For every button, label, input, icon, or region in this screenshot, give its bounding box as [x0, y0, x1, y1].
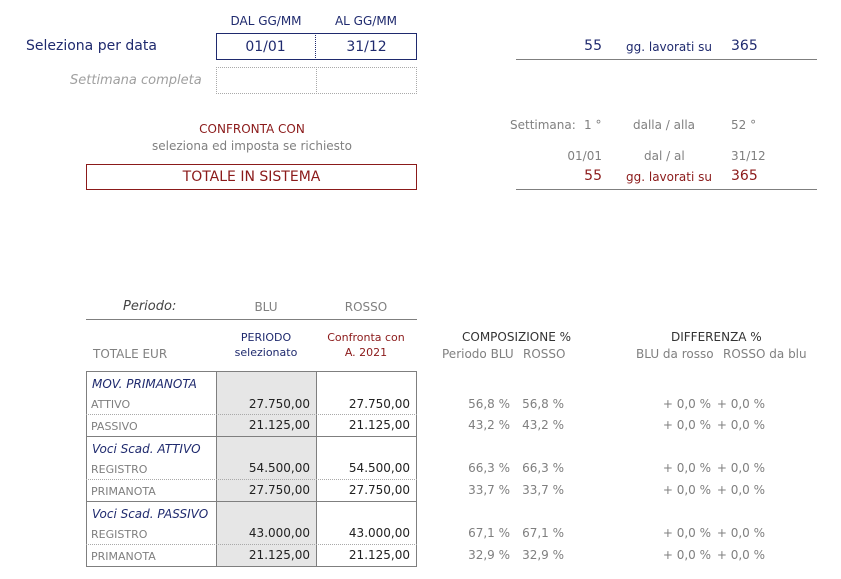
rosso-header: ROSSO: [523, 347, 566, 361]
blu-value: 27.750,00: [248, 397, 310, 411]
group-divider: [86, 436, 417, 437]
col-divider-1: [216, 371, 217, 567]
rosso-value: 27.750,00: [348, 483, 410, 497]
summary-bottom-divider: [516, 189, 817, 190]
col-compare-line2: A. 2021: [344, 346, 388, 359]
comp-blu: 33,7 %: [468, 483, 510, 497]
blu-value: 27.750,00: [248, 483, 310, 497]
period-divider: [86, 319, 417, 320]
row-label: PASSIVO: [91, 420, 138, 433]
blu-value: 21.125,00: [248, 548, 310, 562]
blu-value: 54.500,00: [248, 461, 310, 475]
rosso-value: 27.750,00: [348, 397, 410, 411]
date-from: 01/01: [567, 149, 602, 163]
comp-rosso: 33,7 %: [522, 483, 564, 497]
row-divider: [86, 414, 417, 415]
rosso-value: 54.500,00: [348, 461, 410, 475]
diff-rosso: + 0,0 %: [716, 483, 765, 497]
select-by-date-label: Seleziona per data: [26, 38, 157, 54]
al-header: AL GG/MM: [334, 14, 398, 28]
week-from: 1 °: [584, 118, 602, 132]
compare-subtitle: seleziona ed imposta se richiesto: [152, 139, 352, 153]
comp-rosso: 67,1 %: [522, 526, 564, 540]
diff-blu: + 0,0 %: [662, 461, 711, 475]
rosso-from-blu-header: ROSSO da blu: [723, 347, 807, 361]
composition-header: COMPOSIZIONE %: [462, 330, 571, 344]
col-period-line2: selezionato: [234, 346, 298, 359]
blu-value: 43.000,00: [248, 526, 310, 540]
row-label: PRIMANOTA: [91, 485, 156, 498]
diff-blu: + 0,0 %: [662, 397, 711, 411]
period-label: Periodo:: [123, 299, 177, 314]
compare-select[interactable]: TOTALE IN SISTEMA: [86, 164, 417, 190]
dal-input[interactable]: 01/01: [216, 33, 316, 60]
diff-blu: + 0,0 %: [662, 526, 711, 540]
diff-blu: + 0,0 %: [662, 483, 711, 497]
comp-blu: 56,8 %: [468, 397, 510, 411]
comp-blu: 32,9 %: [468, 548, 510, 562]
comp-rosso: 66,3 %: [522, 461, 564, 475]
diff-rosso: + 0,0 %: [716, 418, 765, 432]
al-input[interactable]: 31/12: [346, 38, 387, 55]
rosso-value: 21.125,00: [348, 548, 410, 562]
diff-blu: + 0,0 %: [662, 548, 711, 562]
full-week-label: Settimana completa: [70, 73, 202, 88]
rosso-label: ROSSO: [344, 300, 388, 314]
period-blu-header: Periodo BLU: [442, 347, 514, 361]
comp-blu: 43,2 %: [468, 418, 510, 432]
group-title-scad-passivo: Voci Scad. PASSIVO: [92, 507, 209, 521]
week-to-input[interactable]: [316, 67, 417, 94]
week-to: 52 °: [731, 118, 757, 132]
rosso-value: 43.000,00: [348, 526, 410, 540]
group-title-scad-attivo: Voci Scad. ATTIVO: [92, 442, 201, 456]
row-label: PRIMANOTA: [91, 550, 156, 563]
worked-days-label: gg. lavorati su: [626, 40, 712, 54]
diff-rosso: + 0,0 %: [716, 397, 765, 411]
col-period-line1: PERIODO: [240, 331, 292, 344]
group-title-primanota: MOV. PRIMANOTA: [92, 377, 197, 391]
comp-rosso: 32,9 %: [522, 548, 564, 562]
week-label: Settimana:: [510, 118, 576, 132]
row-label: REGISTRO: [91, 528, 148, 541]
compare-title: CONFRONTA CON: [199, 122, 305, 136]
date-to: 31/12: [731, 149, 766, 163]
row-label: ATTIVO: [91, 398, 131, 411]
blu-label: BLU: [254, 300, 278, 314]
blu-from-rosso-header: BLU da rosso: [636, 347, 714, 361]
worked-days-count: 55: [584, 38, 602, 54]
total-days: 365: [731, 38, 758, 54]
comp-rosso: 56,8 %: [522, 397, 564, 411]
comp-blu: 66,3 %: [468, 461, 510, 475]
difference-header: DIFFERENZA %: [671, 330, 762, 344]
blu-value: 21.125,00: [248, 418, 310, 432]
row-divider: [86, 479, 417, 480]
col-divider-2: [316, 371, 317, 567]
week-mid: dalla / alla: [633, 118, 696, 132]
summary-top-divider: [516, 59, 817, 60]
comp-rosso: 43,2 %: [522, 418, 564, 432]
col-compare-line1: Confronta con: [327, 331, 405, 344]
diff-blu: + 0,0 %: [662, 418, 711, 432]
diff-rosso: + 0,0 %: [716, 461, 765, 475]
row-divider: [86, 544, 417, 545]
diff-rosso: + 0,0 %: [716, 526, 765, 540]
dal-header: DAL GG/MM: [230, 14, 302, 28]
rosso-value: 21.125,00: [348, 418, 410, 432]
group-divider: [86, 501, 417, 502]
date-mid: dal / al: [644, 149, 685, 163]
row-label: REGISTRO: [91, 463, 148, 476]
compare-worked-days-label: gg. lavorati su: [626, 170, 712, 184]
comp-blu: 67,1 %: [468, 526, 510, 540]
compare-total-days: 365: [731, 168, 758, 184]
diff-rosso: + 0,0 %: [716, 548, 765, 562]
compare-worked-days-count: 55: [584, 168, 602, 184]
week-from-input[interactable]: [216, 67, 316, 94]
totale-eur-label: TOTALE EUR: [93, 347, 168, 361]
